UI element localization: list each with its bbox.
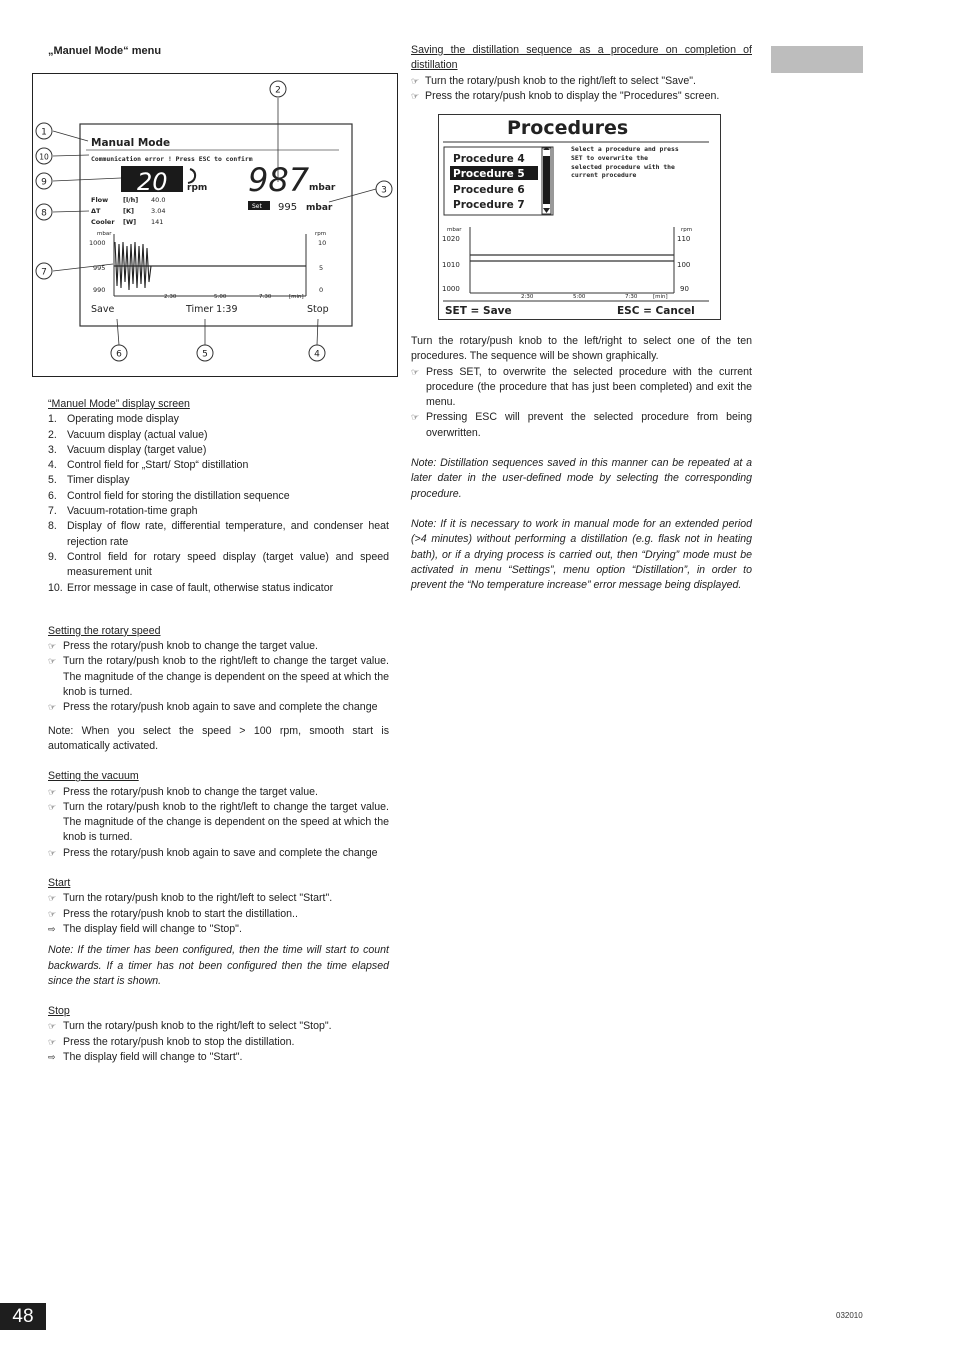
list-item: 9. Control field for rotary speed display (target value) and speed measurement unit	[48, 550, 389, 579]
rotary-step: ☞ Press the rotary/push knob to change the target value.	[48, 639, 389, 654]
saving-heading: Saving the distillation sequence as a procedure on completion of distillation	[411, 44, 752, 72]
set-save-label: SET = Save	[445, 305, 512, 317]
callout-1: 1	[41, 127, 47, 138]
left-tick-1000: 1000	[89, 239, 106, 247]
stop-step: ☞ Press the rotary/push knob to stop the distillation.	[48, 1035, 389, 1050]
rotary-step: ☞ Turn the rotary/push knob to the right/left to change the target value. The magnitude of the change is dependent on the speed at which the knob is turned.	[48, 655, 389, 699]
callout-3: 3	[381, 185, 387, 196]
callout-7: 7	[41, 267, 47, 278]
dt-unit: [K]	[123, 207, 134, 215]
display-screen-heading: “Manuel Mode” display screen	[48, 398, 190, 410]
callout-10: 10	[39, 152, 49, 162]
proc-time-tick-1: 2:30	[521, 294, 534, 300]
hand-pointer-icon: ☞	[411, 90, 420, 101]
time-tick-3: 7:30	[259, 294, 272, 300]
callout-8: 8	[41, 208, 47, 219]
proc-left-tick-1020: 1020	[442, 235, 460, 243]
callout-2: 2	[275, 85, 281, 96]
procedures-diagram	[439, 115, 720, 319]
time-tick-1: 2:30	[164, 294, 177, 300]
callout-6: 6	[116, 349, 122, 360]
procedure-item-5: Procedure 5	[453, 168, 525, 180]
vacuum-step: ☞ Press the rotary/push knob to change the target value.	[48, 785, 389, 800]
manual-mode-figure	[32, 73, 398, 377]
list-item: 4. Control field for „Start/ Stop“ distillation	[48, 459, 249, 472]
arrow-right-icon: ⇨	[48, 1051, 56, 1062]
rpm-value: 20	[137, 168, 168, 196]
list-item: 3. Vacuum display (target value)	[48, 443, 207, 456]
page-number: 48	[0, 1303, 46, 1330]
vacuum-unit: mbar	[309, 183, 336, 193]
manual-mode-diagram	[33, 74, 397, 376]
procedures-title: Procedures	[507, 117, 629, 139]
proc-time-tick-unit: [min]	[653, 294, 668, 300]
left-text-column	[48, 397, 389, 1065]
cooler-value: 141	[151, 218, 164, 226]
set-unit: mbar	[306, 203, 333, 213]
list-item: 10. Error message in case of fault, otherwise status indicator	[48, 581, 334, 594]
left-axis-unit: mbar	[97, 231, 112, 237]
list-item: 2. Vacuum display (actual value)	[48, 428, 208, 441]
hand-pointer-icon: ☞	[411, 412, 420, 423]
stop-step: ☞ Turn the rotary/push knob to the right/left to select "Stop".	[48, 1019, 389, 1034]
vacuum-step: ☞ Press the rotary/push knob again to save and complete the change	[48, 846, 389, 861]
stop-heading: Stop	[48, 1005, 70, 1018]
manual-mode-heading: „Manuel Mode“ menu	[48, 45, 162, 57]
callout-5: 5	[202, 349, 208, 360]
proc-left-tick-1000: 1000	[442, 285, 460, 293]
time-tick-unit: [min]	[289, 294, 304, 300]
proc-time-tick-3: 7:30	[625, 294, 638, 300]
save-field: Save	[91, 304, 115, 315]
hand-pointer-icon: ☞	[48, 1021, 57, 1032]
vacuum-heading: Setting the vacuum	[48, 770, 139, 783]
vacuum-step: ☞ Turn the rotary/push knob to the right/left to change the target value. The magnitude of the change is dependent on the speed at which the knob is turned.	[48, 800, 389, 844]
error-line: Communication error ! Press ESC to confirm	[91, 155, 253, 163]
saving-step: ☞ Turn the rotary/push knob to the right/left to select "Save".	[411, 74, 752, 89]
set-value: 995	[278, 202, 298, 213]
start-step: ☞ Press the rotary/push knob to start the distillation..	[48, 907, 389, 922]
proc-right-axis-unit: rpm	[681, 227, 693, 233]
hand-pointer-icon: ☞	[48, 893, 57, 904]
hand-pointer-icon: ☞	[48, 702, 57, 713]
flow-value: 40.0	[151, 196, 166, 204]
right-tick-10: 10	[318, 239, 327, 247]
right-text-bottom	[411, 334, 752, 593]
stop-field: Stop	[307, 304, 329, 315]
proc-time-tick-2: 5:00	[573, 294, 586, 300]
section-tab	[771, 46, 863, 73]
procedures-screen	[438, 114, 721, 320]
note-drying: Note: If it is necessary to work in manual mode for an extended period (>4 minutes) without performing a distillation (e.g. flask not in heating bath), or if a drying process is carried out, then “Drying” mode must be activated in menu “Settings”, menu option “Distillation”, in order to prevent the “No temperature increase” error message being displayed.	[411, 517, 752, 592]
arrow-right-icon: ⇨	[48, 923, 56, 934]
cooler-unit: [W]	[123, 218, 137, 226]
dt-value: 3.04	[151, 207, 166, 215]
list-item: 7. Vacuum-rotation-time graph	[48, 505, 198, 518]
hand-pointer-icon: ☞	[48, 641, 57, 652]
hand-pointer-icon: ☞	[48, 908, 57, 919]
list-item: 1. Operating mode display	[48, 413, 179, 426]
right-tick-0: 0	[319, 286, 324, 294]
document-id: 032010	[836, 1311, 863, 1320]
mode-title: Manual Mode	[91, 137, 171, 149]
procedure-hint: Select a procedure and press SET to overwrite the selected procedure with the current procedure	[571, 145, 679, 180]
list-item: 6. Control field for storing the distillation sequence	[48, 489, 290, 502]
proc-left-tick-1010: 1010	[442, 261, 460, 269]
right-text-top	[411, 43, 752, 104]
list-item: 5. Timer display	[48, 474, 130, 487]
time-tick-2: 5:00	[214, 294, 227, 300]
rotary-note: Note: When you select the speed > 100 rpm, smooth start is automatically activated.	[48, 724, 389, 752]
hand-pointer-icon: ☞	[48, 656, 57, 667]
flow-unit: [l/h]	[123, 196, 139, 204]
hand-pointer-icon: ☞	[411, 75, 420, 86]
rpm-unit: rpm	[187, 183, 208, 193]
left-tick-990: 990	[93, 286, 106, 294]
hand-pointer-icon: ☞	[411, 366, 420, 377]
procedure-option: ☞ Press SET, to overwrite the selected procedure with the current procedure (the procedure that has just been completed) and exit the menu.	[411, 365, 752, 409]
proc-right-tick-90: 90	[680, 285, 689, 293]
procedure-item-4: Procedure 4	[453, 153, 525, 165]
start-step: ☞ Turn the rotary/push knob to the right/left to select "Start".	[48, 891, 389, 906]
callout-4: 4	[314, 349, 320, 360]
procedure-item-6: Procedure 6	[453, 184, 525, 196]
rotary-step: ☞ Press the rotary/push knob again to save and complete the change	[48, 700, 389, 715]
timer-field: Timer 1:39	[186, 304, 238, 315]
stop-result: ⇨ The display field will change to "Start".	[48, 1050, 389, 1065]
flow-label: Flow	[91, 196, 109, 204]
procedure-item-7: Procedure 7	[453, 199, 525, 211]
start-heading: Start	[48, 877, 71, 890]
esc-cancel-label: ESC = Cancel	[617, 305, 695, 317]
left-tick-995: 995	[93, 264, 106, 272]
right-tick-5: 5	[319, 264, 324, 272]
proc-right-tick-110: 110	[677, 235, 691, 243]
hand-pointer-icon: ☞	[48, 1036, 57, 1047]
display-list	[48, 412, 389, 596]
proc-left-axis-unit: mbar	[447, 227, 462, 233]
procedure-option: ☞ Pressing ESC will prevent the selected procedure from being overwritten.	[411, 411, 752, 439]
note-procedures: Note: Distillation sequences saved in this manner can be repeated at a later dater in the user-defined mode by selecting the corresponding procedure.	[411, 457, 752, 500]
hand-pointer-icon: ☞	[48, 801, 57, 812]
rotary-speed-heading: Setting the rotary speed	[48, 624, 161, 637]
cooler-label: Cooler	[91, 218, 115, 226]
start-result: ⇨ The display field will change to "Stop".	[48, 922, 389, 937]
start-note: Note: If the timer has been configured, then the time will start to count backwards. If a timer has not been configured then the time elapsed since the start is shown.	[48, 944, 389, 987]
list-item: 8. Display of flow rate, differential temperature, and condenser heat rejection rate	[48, 520, 389, 548]
hand-pointer-icon: ☞	[48, 786, 57, 797]
saving-step: ☞ Press the rotary/push knob to display the "Procedures" screen.	[411, 89, 752, 104]
callout-9: 9	[41, 177, 47, 188]
vacuum-actual: 987	[248, 161, 310, 199]
set-tag: Set	[252, 203, 262, 210]
right-axis-unit: rpm	[315, 231, 327, 237]
dt-label: ΔT	[91, 207, 101, 215]
hand-pointer-icon: ☞	[48, 847, 57, 858]
proc-right-tick-100: 100	[677, 261, 691, 269]
procedure-select-text: Turn the rotary/push knob to the left/right to select one of the ten procedures. The sequence will be shown graphically.	[411, 335, 752, 363]
